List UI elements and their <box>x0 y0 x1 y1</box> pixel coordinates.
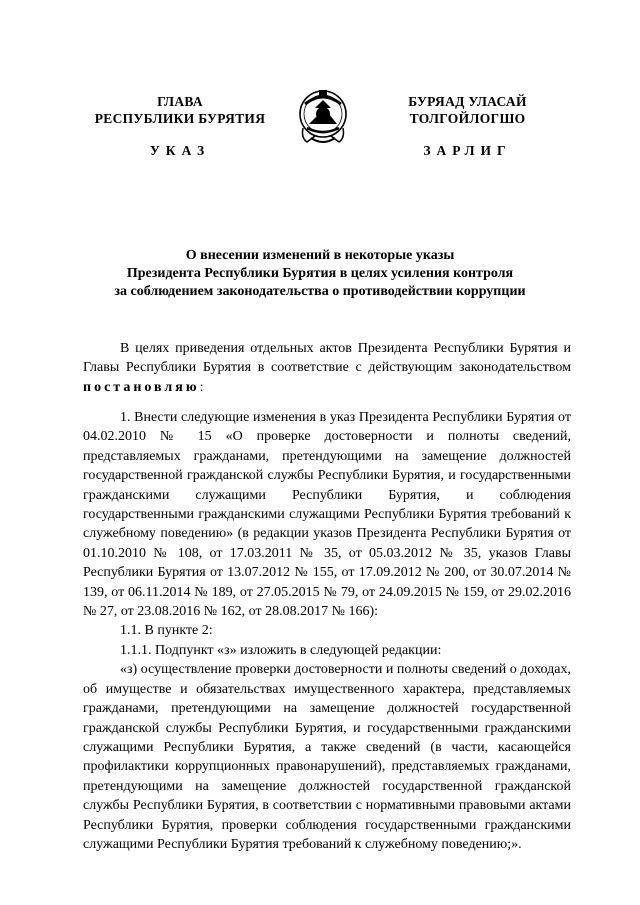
quoted-text: «з) осуществление проверки достоверности и полноты сведений о доходах, об имуществе и обязательствах имущественного характера, представляемых гражданами, претендующими на замещение должностей государственной гражданской службы Республики Бурятия, и государственными гражданскими служащими Республики Бурятия, а также сведений (в части, касающейся профилактики коррупционных правонарушений), представляемых гражданами, претендующими на замещение должностей государственной гражданской службы Республики Бурятия, в соответствии с нормативными правовыми актами Республики Бурятия, проверки соблюдения государственными гражданскими служащими Республики Бурятия требований к служебному поведению;». <box>83 662 571 852</box>
title-line2: Президента Республики Бурятия в целях усиления контроля <box>126 266 514 281</box>
doc-type-left: УКАЗ <box>149 143 211 158</box>
header-right <box>355 93 580 127</box>
header-right-line2: ТОЛГОЙЛОГШО <box>409 111 526 126</box>
preamble-text: В целях приведения отдельных актов Президента Республики Бурятия и Главы Республики Бурятия в соответствие с действующим законодательством <box>83 341 571 376</box>
item-1-1-1: 1.1.1. Подпункт «з» изложить в следующей редакции: <box>120 642 442 658</box>
preamble <box>83 339 571 397</box>
document-title <box>70 247 570 301</box>
coat-of-arms-icon <box>295 84 351 148</box>
header-right-line1: БУРЯАД УЛАСАЙ <box>408 94 527 109</box>
doc-type-right: ЗАРЛИГ <box>423 143 512 158</box>
item-1-1: 1.1. В пункте 2: <box>120 623 213 639</box>
item-1: 1. Внести следующие изменения в указ Президента Республики Бурятия от 04.02.2010 № 15 «О проверке достоверности и полноты сведений, представляемых гражданами, претендующими на замещение должностей государственной гражданской службы Республики Бурятия, и государственными гражданскими служащими Республики Бурятия, и соблюдения государственными гражданскими служащими Республики Бурятия требований к служебному поведению» (в редакции указов Президента Республики Бурятия от 01.10.2010 № 108, от 17.03.2011 № 35, от 05.03.2012 № 35, указов Главы Республики Бурятия от 13.07.2012 № 155, от 17.09.2012 № 200, от 30.07.2014 № 139, от 06.11.2014 № 189, от 27.05.2015 № 79, от 24.09.2015 № 159, от 29.02.2016 № 27, от 23.08.2016 № 162, от 28.08.2017 № 166): <box>83 410 571 620</box>
header-left-line1: ГЛАВА <box>157 94 203 109</box>
item-1-block <box>83 408 571 854</box>
header-left <box>60 93 300 127</box>
title-line1: О внесении изменений в некоторые указы <box>185 248 455 263</box>
preamble-end: : <box>199 379 204 395</box>
header-left-line2: РЕСПУБЛИКИ БУРЯТИЯ <box>94 111 266 126</box>
title-line3: за соблюдением законодательства о противодействии коррупции <box>114 284 526 299</box>
preamble-decree: постановляю <box>83 379 200 395</box>
